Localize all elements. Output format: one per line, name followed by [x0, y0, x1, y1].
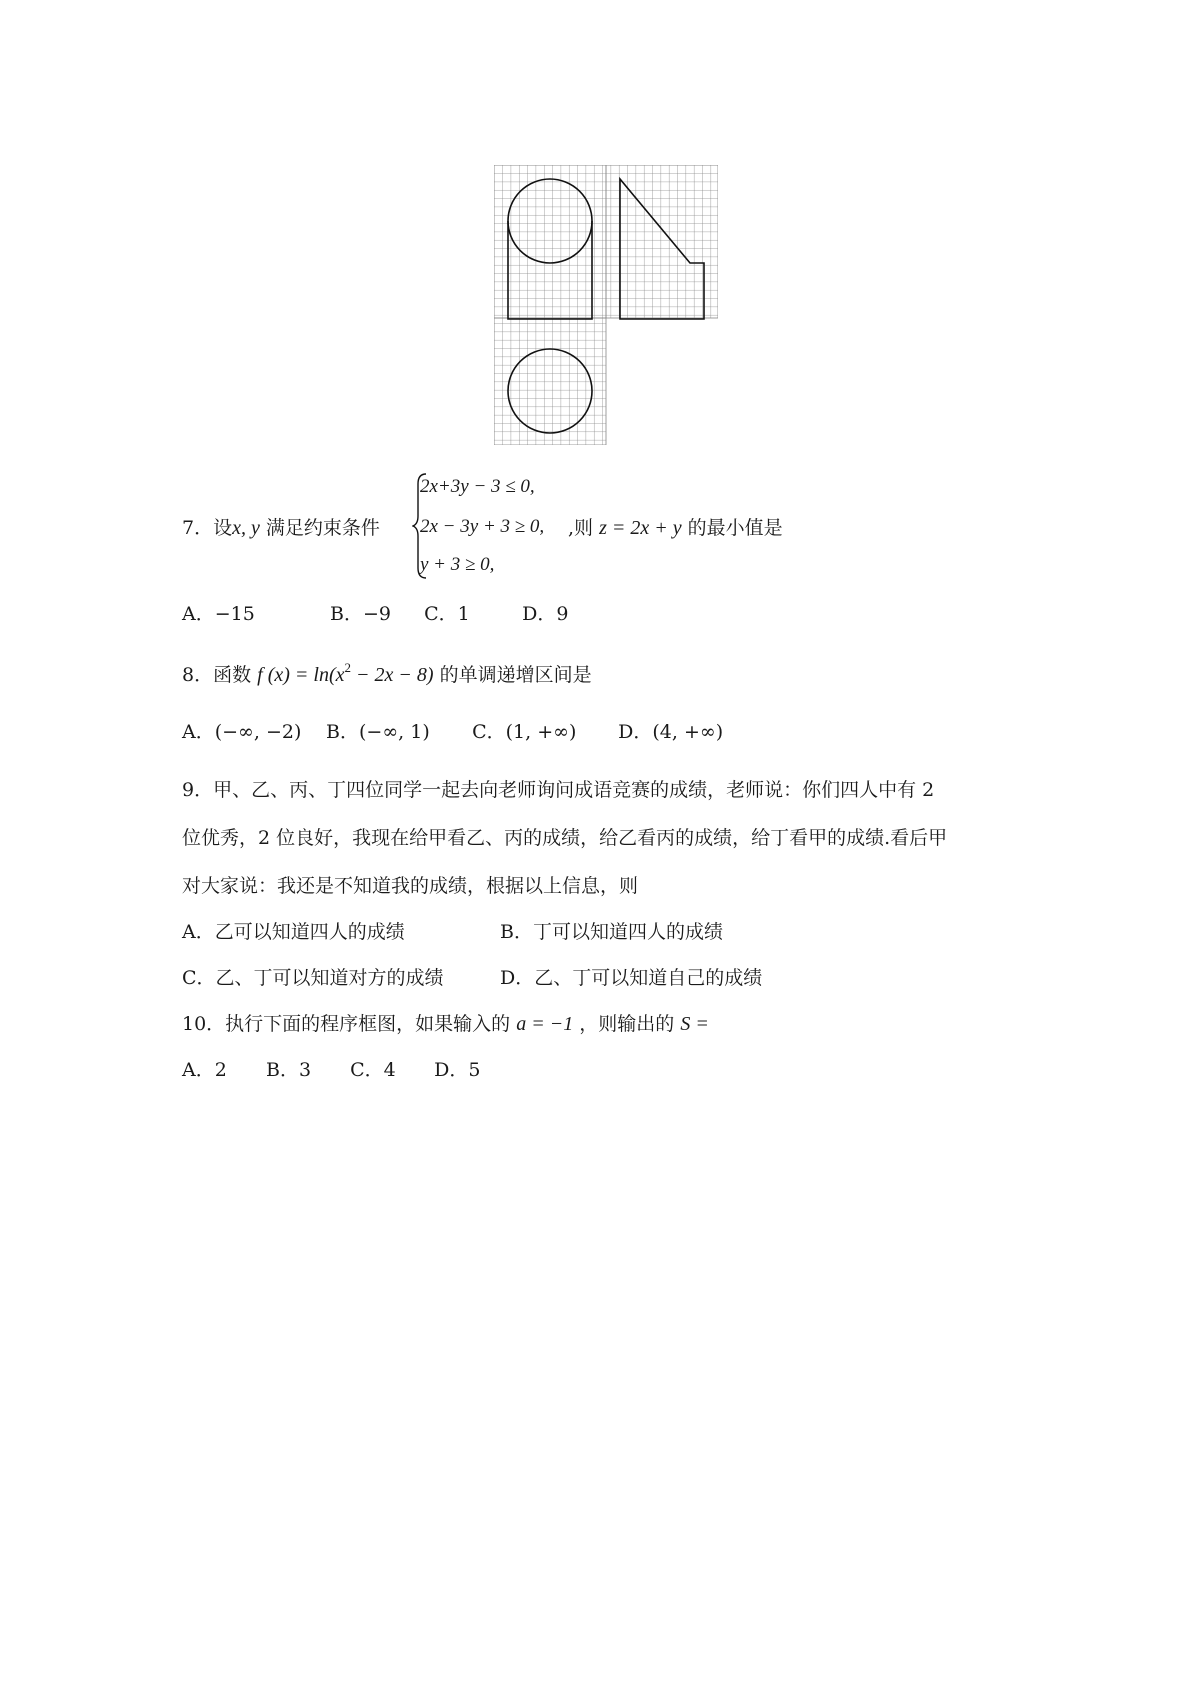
q10-output: S =	[680, 1013, 709, 1035]
question-7	[182, 516, 380, 540]
q8-exponent: 2	[344, 660, 351, 675]
q10-option-c: C．4	[350, 1059, 396, 1081]
q7-tail	[568, 516, 783, 540]
q9-options-row-2	[182, 966, 762, 990]
q8-func-rest: − 2x − 8)	[350, 664, 434, 686]
q8-option-c: C．(1, +∞)	[472, 721, 577, 743]
q10-option-b: B．3	[266, 1059, 312, 1081]
q9-option-c: C．乙、丁可以知道对方的成绩	[182, 967, 444, 989]
q7-suffix-a: ,则	[568, 517, 594, 539]
q8-option-d: D．(4, +∞)	[618, 721, 724, 743]
constraint-3: y + 3 ≥ 0,	[420, 554, 495, 575]
q10-options	[182, 1058, 480, 1082]
q9-option-a: A．乙可以知道四人的成绩	[182, 921, 405, 943]
side-view-grid	[606, 165, 718, 318]
q8-prefix: 8．函数	[182, 664, 252, 686]
q9-options-row-1	[182, 920, 723, 944]
constraint-1: 2x+3y − 3 ≤ 0,	[420, 476, 535, 497]
q8-func: f (x) = ln(x	[257, 664, 345, 686]
three-view-figure	[494, 165, 718, 445]
question-10	[182, 1012, 709, 1036]
q10-option-d: D．5	[434, 1059, 481, 1081]
q8-option-b: B．(−∞, 1)	[326, 721, 430, 743]
q7-option-c: C．1	[424, 603, 470, 625]
q10-prefix: 10．执行下面的程序框图，如果输入的	[182, 1013, 511, 1035]
front-view-grid	[494, 165, 606, 318]
q7-vars: x, y	[232, 517, 260, 539]
q9-option-b: B．丁可以知道四人的成绩	[500, 921, 724, 943]
q7-option-d: D．9	[522, 603, 569, 625]
q9-line-3: 对大家说：我还是不知道我的成绩，根据以上信息，则	[182, 875, 639, 897]
top-view-grid	[494, 318, 606, 445]
q10-input: a = −1	[516, 1013, 574, 1035]
question-8	[182, 656, 592, 687]
q7-option-a: A．−15	[182, 603, 255, 625]
q8-suffix: 的单调递增区间是	[439, 664, 592, 686]
q8-option-a: A．(−∞, −2)	[182, 721, 302, 743]
q9-line-2: 位优秀，2 位良好，我现在给甲看乙、丙的成绩，给乙看丙的成绩，给丁看甲的成绩.看后甲	[182, 827, 948, 849]
q10-option-a: A．2	[182, 1059, 227, 1081]
q9-line-1: 9．甲、乙、丙、丁四位同学一起去向老师询问成语竞赛的成绩，老师说：你们四人中有 2	[182, 779, 935, 801]
q7-option-b: B．−9	[330, 603, 392, 625]
q7-options	[182, 602, 568, 626]
q7-suffix-b: 的最小值是	[687, 517, 783, 539]
q7-mid: 满足约束条件	[265, 517, 380, 539]
q7-prefix: 7．设	[182, 517, 233, 539]
q10-mid: ，则输出的	[579, 1013, 675, 1035]
q9-option-d: D．乙、丁可以知道自己的成绩	[500, 967, 763, 989]
q7-objective: z = 2x + y	[599, 517, 682, 539]
q8-options	[182, 720, 723, 744]
constraint-2: 2x − 3y + 3 ≥ 0,	[420, 516, 545, 537]
